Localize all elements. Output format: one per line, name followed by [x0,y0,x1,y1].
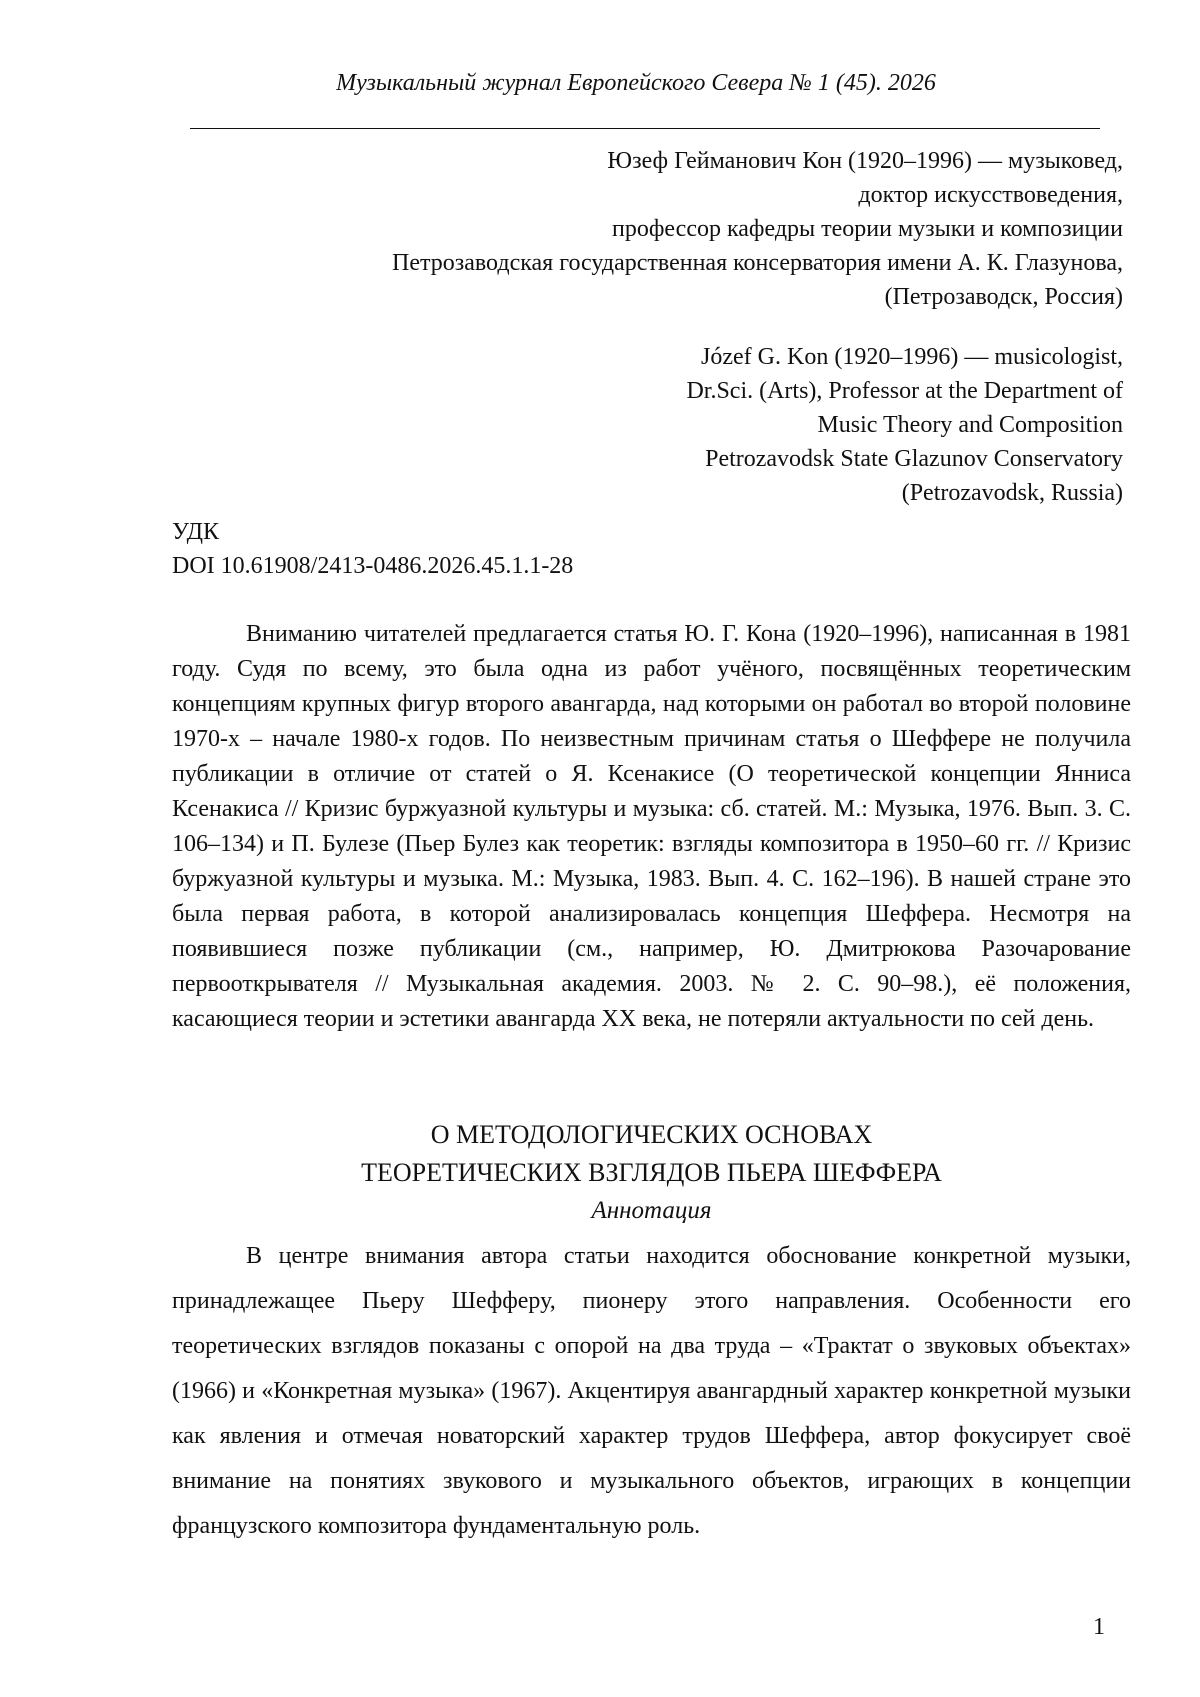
author-ru-line: Петрозаводская государственная консерватория имени А. К. Глазунова, [391,250,1123,276]
journal-header: Музыкальный журнал Европейского Севера № 1 (45). 2026 [336,70,936,96]
author-en-line: (Petrozavodsk, Russia) [901,480,1123,506]
author-info-english [686,340,1123,510]
udk-label: УДК [172,519,219,545]
author-ru-line: (Петрозаводск, Россия) [884,284,1123,310]
annotation-heading: Аннотация [591,1197,712,1224]
author-ru-line: доктор искусствоведения, [858,182,1123,208]
header-divider [190,128,1100,129]
author-info-russian [392,144,1123,314]
author-en-line: Music Theory and Composition [817,412,1123,438]
page-number: 1 [1093,1614,1105,1640]
article-title-line-1: О МЕТОДОЛОГИЧЕСКИХ ОСНОВАХ [430,1120,873,1149]
author-en-line: Petrozavodsk State Glazunov Conservatory [705,446,1123,472]
author-en-line: Józef G. Kon (1920–1996) — musicologist, [701,344,1123,370]
author-ru-line: профессор кафедры теории музыки и композиции [612,216,1123,242]
intro-paragraph: Вниманию читателей предлагается статья Ю. Г. Кона (1920–1996), написанная в 1981 году. Судя по всему, это была одна из работ учёного, посвящённых теоретическим концепциям крупных фигур второго авангарда, над которыми он работал во второй половине 1970-х – начале 1980-х годов. По неизвестным причинам статья о Шеффере не получила публикации в отличие от статей о Я. Ксенакисе (О теоретической концепции Янниса Ксенакиса // Кризис буржуазной культуры и музыка: сб. статей. М.: Музыка, 1976. Вып. 3. С. 106–134) и П. Булезе (Пьер Булез как теоретик: взгляды композитора в 1950–60 гг. // Кризис буржуазной культуры и музыка. М.: Музыка, 1983. Вып. 4. С. 162–196). В нашей стране это была первая работа, в которой анализировалась концепция Шеффера. Несмотря на появившиеся позже публикации (см., например, Ю. Дмитрюкова Разочарование первооткрывателя // Музыкальная академия. 2003. № 2. С. 90–98.), её положения, касающиеся теории и эстетики авангарда XX века, не потеряли актуальности по сей день. [172,621,1131,1032]
author-en-line: Dr.Sci. (Arts), Professor at the Department of [686,378,1123,404]
article-title-line-2: ТЕОРЕТИЧЕСКИХ ВЗГЛЯДОВ ПЬЕРА ШЕФФЕРА [361,1158,942,1187]
doi-text: DOI 10.61908/2413-0486.2026.45.1.1-28 [172,553,574,579]
identifiers [172,515,573,583]
article-title-block [172,1116,1131,1230]
author-ru-line: Юзеф Гейманович Кон (1920–1996) — музыковед, [607,148,1123,174]
annotation-paragraph: В центре внимания автора статьи находится обоснование конкретной музыки, принадлежащее Пьеру Шефферу, пионеру этого направления. Особенности его теоретических взглядов показаны с опорой на два труда – «Трактат о звуковых объектах» (1966) и «Конкретная музыка» (1967). Акцентируя авангардный характер конкретной музыки как явления и отмечая новаторский характер трудов Шеффера, автор фокусирует своё внимание на понятиях звукового и музыкального объектов, играющих в концепции французского композитора фундаментальную роль. [172,1243,1131,1539]
